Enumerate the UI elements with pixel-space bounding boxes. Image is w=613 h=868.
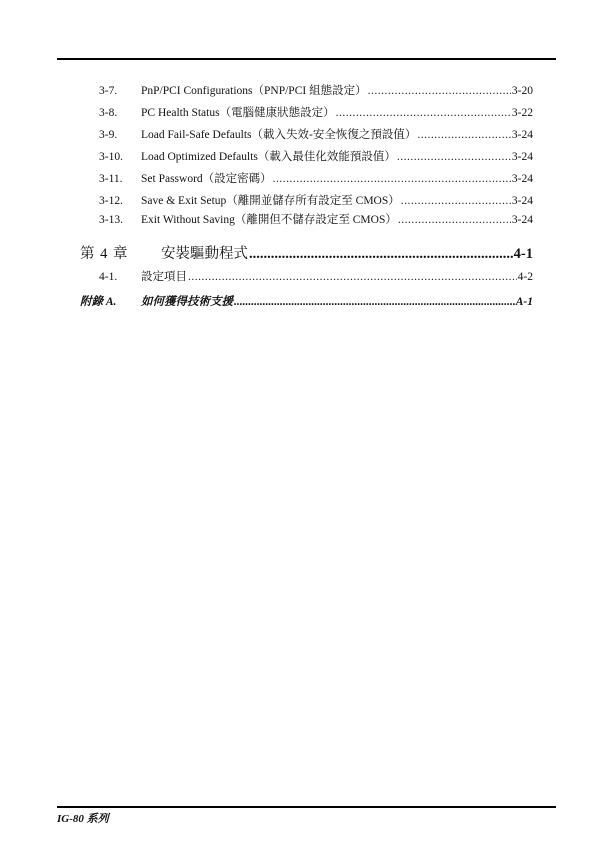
leader-dots [188, 268, 517, 286]
toc-entry-title: Exit Without Saving（離開但不儲存設定至 CMOS） [141, 214, 397, 226]
toc-entry-number: 3-11. [99, 173, 123, 185]
toc-entry[interactable] [0, 170, 613, 188]
leader-dots [398, 211, 511, 229]
leader-dots [273, 170, 511, 188]
toc-entry-number: 3-12. [99, 195, 123, 207]
leader-dots [249, 243, 513, 265]
chapter-label: 第 4 章 [80, 246, 129, 262]
leader-dots [368, 82, 511, 100]
toc-entry-number: 3-8. [99, 107, 118, 119]
toc-entry-title: Load Optimized Defaults（載入最佳化效能預設值） [141, 151, 396, 163]
toc-entry-title: PnP/PCI Configurations（PNP/PCI 組態設定） [141, 85, 367, 97]
leader-dots [336, 104, 511, 122]
toc-entry[interactable] [0, 104, 613, 122]
toc-entry-page: 3-24 [511, 195, 533, 207]
appendix-page: A-1 [515, 296, 533, 308]
leader-dots [234, 293, 515, 311]
appendix-title: 如何獲得技術支援 [141, 296, 233, 308]
chapter-page: 4-1 [513, 246, 533, 262]
header-rule [57, 58, 556, 60]
toc-entry-page: 3-24 [511, 151, 533, 163]
toc-entry-title: Save & Exit Setup（離開並儲存所有設定至 CMOS） [141, 195, 400, 207]
toc-entry-number: 4-1. [99, 271, 118, 283]
toc-entry-title: Set Password（設定密碼） [141, 173, 272, 185]
toc-chapter-entry[interactable] [0, 243, 613, 265]
leader-dots [401, 192, 511, 210]
footer-rule [57, 806, 556, 808]
toc-appendix-entry[interactable] [0, 293, 613, 311]
toc-entry[interactable] [0, 148, 613, 166]
toc-entry[interactable] [0, 82, 613, 100]
toc-entry-number: 3-7. [99, 85, 118, 97]
toc-entry-page: 3-24 [511, 214, 533, 226]
toc-entry-page: 3-22 [511, 107, 533, 119]
toc-entry-page: 3-24 [511, 173, 533, 185]
toc-entry-number: 3-13. [99, 214, 123, 226]
footer-series-label: IG-80 系列 [57, 813, 109, 825]
toc-entry[interactable] [0, 192, 613, 210]
toc-entry-page: 3-24 [511, 129, 533, 141]
toc-entry[interactable] [0, 268, 613, 286]
toc-entry[interactable] [0, 211, 613, 229]
toc-entry-page: 3-20 [511, 85, 533, 97]
leader-dots [417, 126, 511, 144]
toc-entry-number: 3-9. [99, 129, 118, 141]
toc-entry-title: 設定項目 [141, 271, 187, 283]
toc-entry-title: Load Fail-Safe Defaults（載入失效-安全恢復之預設值） [141, 129, 417, 141]
toc-entry-number: 3-10. [99, 151, 123, 163]
leader-dots [397, 148, 511, 166]
toc-entry-title: PC Health Status（電腦健康狀態設定） [141, 107, 335, 119]
toc-entry[interactable] [0, 126, 613, 144]
toc-entry-page: 4-2 [517, 271, 533, 283]
chapter-title: 安裝驅動程式 [161, 246, 248, 262]
appendix-label: 附錄 A. [80, 296, 117, 308]
